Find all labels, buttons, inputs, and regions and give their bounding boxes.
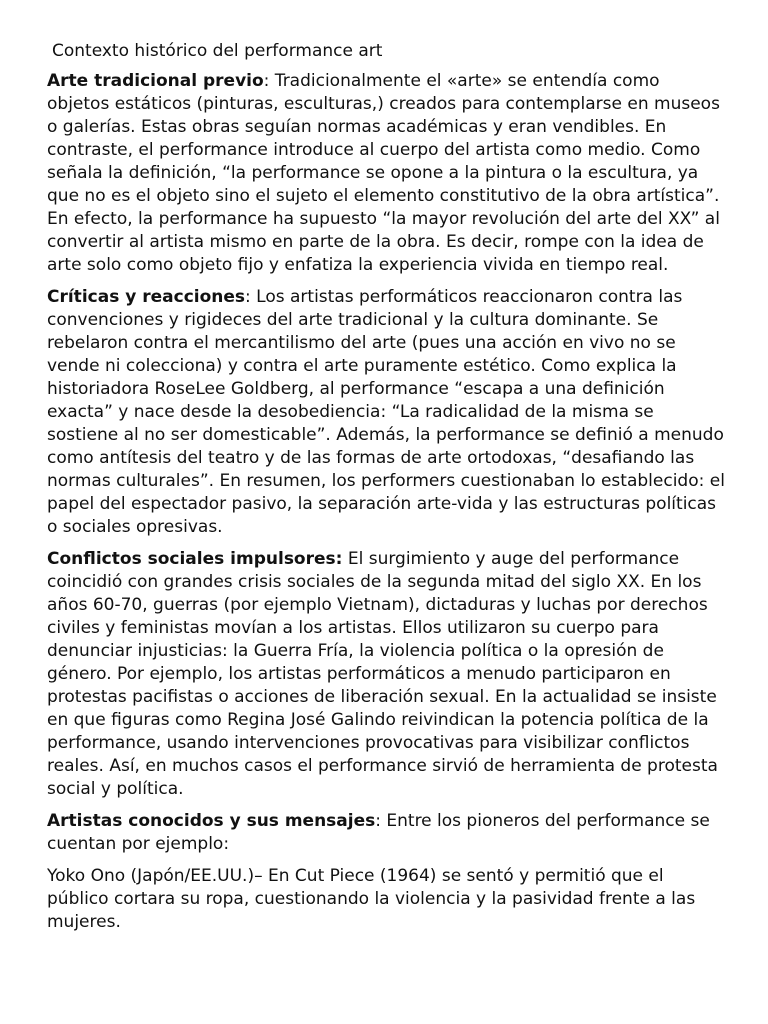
section-text-arte-tradicional: : Tradicionalmente el «arte» se entendía como objetos estáticos (pinturas, esculturas,) creados para contemplarse en museos o galerías. Estas obras seguían normas académicas y eran vendibles. En contraste, el performance introduce al cuerpo del artista como medio. Como señala la definición, “la performance se opone a la pintura o la escultura, ya que no es el objeto sino el sujeto el elemento constitutivo de la obra artística”. En efecto, la performance ha supuesto “la mayor revolución del arte del XX” al convertir al artista mismo en parte de la obra. Es decir, rompe con la idea de arte solo como objeto fijo y enfatiza la experiencia vivida en tiempo real. <box>47 71 720 275</box>
section-heading-artistas-conocidos: Artistas conocidos y sus mensajes <box>47 811 376 831</box>
paragraph-arte-tradicional <box>47 70 727 277</box>
document-page <box>47 40 727 943</box>
section-heading-arte-tradicional: Arte tradicional previo <box>47 71 264 91</box>
paragraph-conflictos-sociales <box>47 548 727 801</box>
section-heading-criticas-reacciones: Críticas y reacciones <box>47 287 246 307</box>
section-text-criticas-reacciones: : Los artistas performáticos reaccionaron contra las convenciones y rigideces del arte tradicional y la cultura dominante. Se rebelaron contra el mercantilismo del arte (pues una acción en vivo no se vende ni colecciona) y contra el arte puramente estético. Como explica la historiadora RoseLee Goldberg, al performance “escapa a una definición exacta” y nace desde la desobediencia: “La radicalidad de la misma se sostiene al no ser domesticable”. Además, la performance se definió a menudo como antítesis del teatro y de las formas de arte ortodoxas, “desafiando las normas culturales”. En resumen, los performers cuestionaban lo establecido: el papel del espectador pasivo, la separación arte-vida y las estructuras políticas o sociales opresivas. <box>47 287 725 537</box>
section-text-artistas-conocidos: : Entre los pioneros del performance se cuentan por ejemplo: <box>47 811 710 854</box>
paragraph-criticas-reacciones <box>47 286 727 539</box>
document-title: Contexto histórico del performance art <box>52 41 383 61</box>
section-heading-conflictos-sociales: Conflictos sociales impulsores: <box>47 549 343 569</box>
paragraph-artistas-conocidos <box>47 810 727 856</box>
paragraph-yoko-ono: Yoko Ono (Japón/EE.UU.)– En Cut Piece (1964) se sentó y permitió que el público cortara su ropa, cuestionando la violencia y la pasividad frente a las mujeres. <box>47 866 696 932</box>
section-text-conflictos-sociales: El surgimiento y auge del performance coincidió con grandes crisis sociales de la segunda mitad del siglo XX. En los años 60-70, guerras (por ejemplo Vietnam), dictaduras y luchas por derechos civiles y feministas movían a los artistas. Ellos utilizaron su cuerpo para denunciar injusticias: la Guerra Fría, la violencia política o la opresión de género. Por ejemplo, los artistas performáticos a menudo participaron en protestas pacifistas o acciones de liberación sexual. En la actualidad se insiste en que figuras como Regina José Galindo reivindican la potencia política de la performance, usando intervenciones provocativas para visibilizar conflictos reales. Así, en muchos casos el performance sirvió de herramienta de protesta social y política. <box>47 549 718 799</box>
